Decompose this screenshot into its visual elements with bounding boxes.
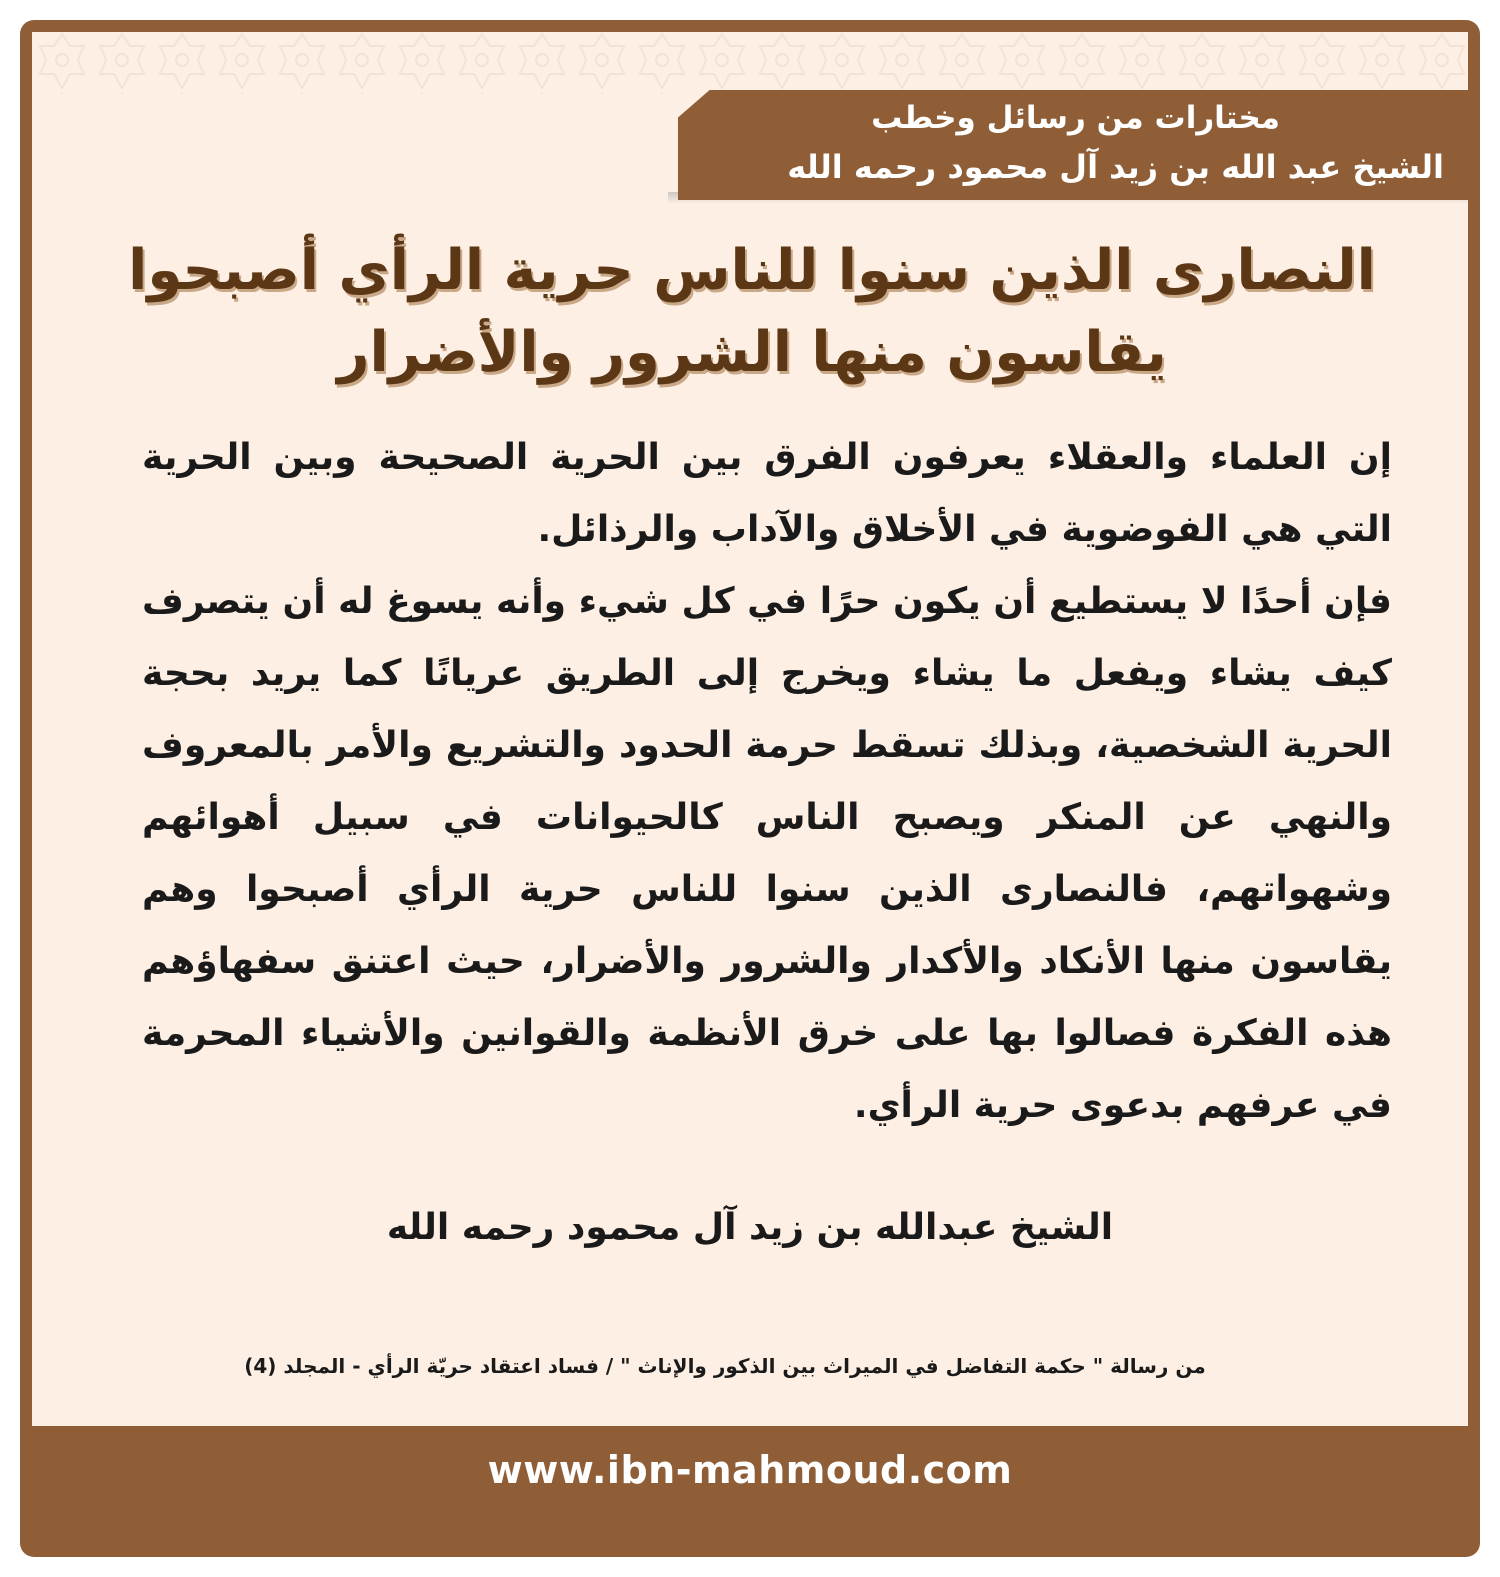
content-panel xyxy=(32,32,1468,1426)
poster-frame xyxy=(20,20,1480,1557)
source-citation: من رسالة " حكمة التفاضل في الميراث بين الذكور والإناث " / فساد اعتقاد حريّة الرأي - المجلد (4) xyxy=(244,1354,1206,1378)
website-link[interactable]: www.ibn-mahmoud.com xyxy=(487,1448,1013,1492)
decorative-pattern xyxy=(32,32,1468,94)
body-paragraph-1: إن العلماء والعقلاء يعرفون الفرق بين الحرية الصحيحة وبين الحرية التي هي الفوضوية في الأخلاق والآداب والرذائل. xyxy=(142,437,1392,550)
body-paragraph-2: فإن أحدًا لا يستطيع أن يكون حرًا في كل شيء وأنه يسوغ له أن يتصرف كيف يشاء ويفعل ما يشاء ويخرج إلى الطريق عريانًا كما يريد بحجة الحرية الشخصية، وبذلك تسقط حرمة الحدود والتشريع والأمر بالمعروف والنهي عن المنكر ويصبح الناس كالحيوانات في سبيل أهوائهم وشهواتهم، فالنصارى الذين سنوا للناس حرية الرأي أصبحوا وهم يقاسون منها الأنكاد والأكدار والشرور والأضرار، حيث اعتنق سفهاؤهم هذه الفكرة فصالوا بها على خرق الأنظمة والقوانين والأشياء المحرمة في عرفهم بدعوى حرية الرأي. xyxy=(142,581,1392,1126)
title-line-1: النصارى الذين سنوا للناس حرية الرأي أصبحوا xyxy=(128,238,1376,303)
header-subtitle: مختارات من رسائل وخطب xyxy=(871,100,1280,136)
title-line-2: يقاسون منها الشرور والأضرار xyxy=(337,320,1167,385)
article-body xyxy=(142,422,1392,1142)
header-author: الشيخ عبد الله بن زيد آل محمود رحمه الله xyxy=(787,148,1444,186)
author-signature: الشيخ عبدالله بن زيد آل محمود رحمه الله xyxy=(386,1207,1114,1248)
article-title xyxy=(102,230,1402,394)
